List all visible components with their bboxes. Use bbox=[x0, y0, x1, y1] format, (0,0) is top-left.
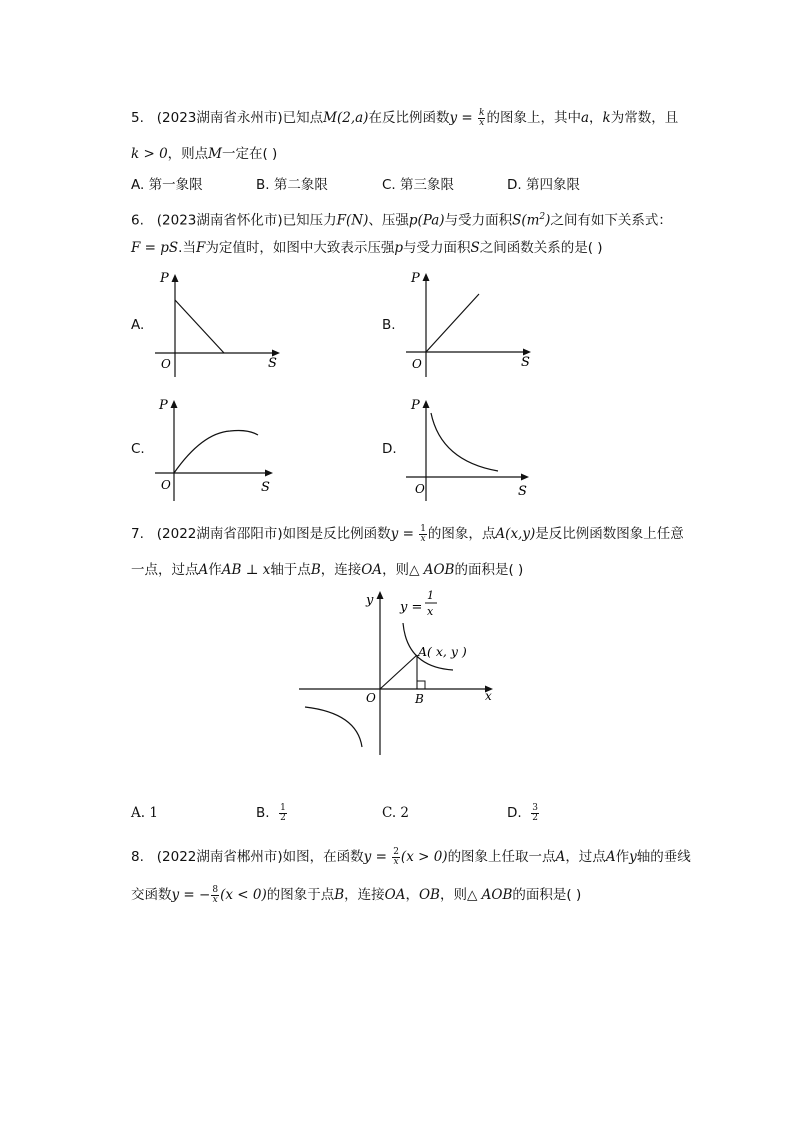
q7-source: (2022湖南省邵阳市) bbox=[156, 526, 283, 542]
graph-b-label: B. bbox=[382, 317, 396, 333]
graph-d-x-arrow bbox=[521, 474, 529, 481]
q7-func-label: y = bbox=[400, 600, 423, 615]
q8-source: (2022湖南省郴州市) bbox=[156, 849, 283, 865]
graph-d-origin: O bbox=[415, 482, 425, 496]
graph-d-label: D. bbox=[382, 441, 397, 457]
q7-figure bbox=[295, 585, 505, 760]
graph-b-p-label: P bbox=[411, 271, 420, 286]
q5-line2: k > 0，则点M一定在( ) bbox=[131, 146, 278, 162]
q5-number: 5. bbox=[131, 110, 144, 126]
graph-b-curve bbox=[426, 294, 479, 352]
q7-line1: 7. (2022湖南省邵阳市)如图是反比例函数y = $\frac{1}{x}$ 的图象，点A(x,y)是反比例函数图象上任意 bbox=[131, 523, 684, 544]
q7-option-a: A. 1 bbox=[131, 805, 158, 821]
graph-d-p-label: P bbox=[411, 398, 420, 413]
q7-func-den: x bbox=[427, 605, 434, 618]
graph-b-origin: O bbox=[412, 357, 422, 371]
q7-origin: O bbox=[366, 691, 376, 705]
q6-number: 6. bbox=[131, 212, 144, 229]
graph-d bbox=[401, 393, 536, 505]
q7-fraction: $\frac{1}{x}$ bbox=[420, 523, 426, 544]
q7-right-angle-mark bbox=[417, 681, 425, 689]
q7-number: 7. bbox=[131, 526, 144, 542]
q5-option-a: A. 第一象限 bbox=[131, 177, 203, 193]
graph-a-label: A. bbox=[131, 317, 145, 333]
graph-d-s-label: S bbox=[518, 484, 527, 499]
q8-line1: 8. (2022湖南省郴州市)如图，在函数y = $\frac{2}{x}$ (x > 0)的图象上任取一点A，过点A作y轴的垂线 bbox=[131, 846, 691, 867]
q7-option-c: C. 2 bbox=[382, 805, 410, 821]
graph-c-y-arrow bbox=[171, 400, 178, 408]
q5-option-c: C. 第三象限 bbox=[382, 177, 455, 193]
q6-line1: 6. (2023湖南省怀化市)已知压力F(N)、压强p(Pa)与受力面积$S(m^2)$之间有如下关系式： bbox=[131, 212, 672, 229]
q8-fraction-2: $\frac{8}{x}$ bbox=[212, 884, 219, 905]
q5-line1: 5. (2023湖南省永州市)已知点M(2,a)在反比例函数y = $\frac{k}{x}$ 的图象上，其中a，k为常数，且 bbox=[131, 107, 679, 128]
graph-c-origin: O bbox=[161, 478, 171, 492]
graph-b-s-label: S bbox=[521, 355, 530, 370]
q7-point-a: A( x, y ) bbox=[418, 644, 467, 659]
q8-line2: 交函数y = − $\frac{8}{x}$ (x < 0)的图象于点B，连接OA，OB，则△ AOB的面积是( ) bbox=[131, 884, 582, 905]
graph-a bbox=[150, 265, 285, 380]
graph-c-p-label: P bbox=[159, 398, 168, 413]
graph-d-curve bbox=[431, 413, 498, 471]
graph-c-s-label: S bbox=[261, 480, 270, 495]
q7-y-arrow bbox=[377, 591, 384, 599]
graph-a-s-label: S bbox=[268, 356, 277, 371]
graph-a-origin: O bbox=[161, 357, 171, 371]
q7-option-b: B. $\frac{1}{2}$ bbox=[256, 802, 286, 823]
q8-fraction-1: $\frac{2}{x}$ bbox=[393, 846, 399, 867]
q6-line2: F = pS.当F为定值时，如图中大致表示压强p与受力面积S之间函数关系的是( ) bbox=[131, 240, 603, 256]
graph-d-y-arrow bbox=[423, 400, 430, 408]
graph-c-label: C. bbox=[131, 441, 145, 457]
graph-b-y-arrow bbox=[423, 273, 430, 281]
graph-c-x-arrow bbox=[265, 470, 273, 477]
q8-number: 8. bbox=[131, 849, 144, 865]
q7-segment-oa bbox=[380, 655, 417, 689]
graph-b bbox=[401, 265, 536, 380]
q5-option-d: D. 第四象限 bbox=[507, 177, 580, 193]
graph-a-p-label: P bbox=[160, 271, 169, 286]
graph-c bbox=[150, 393, 285, 505]
q7-func-num: 1 bbox=[427, 589, 434, 602]
graph-a-y-arrow bbox=[172, 274, 179, 282]
q5-source: (2023湖南省永州市) bbox=[156, 110, 283, 126]
graph-a-curve bbox=[175, 300, 224, 353]
q7-curve-left bbox=[305, 707, 362, 747]
q7-x-label: x bbox=[485, 689, 492, 703]
q5-option-b: B. 第二象限 bbox=[256, 177, 328, 193]
q7-option-d: D. $\frac{3}{2}$ bbox=[507, 802, 539, 823]
q6-source: (2023湖南省怀化市) bbox=[156, 212, 283, 229]
q7-point-b: B bbox=[415, 692, 424, 706]
q7-line2: 一点，过点A作AB ⊥ x轴于点B，连接OA，则△ AOB的面积是( ) bbox=[131, 562, 524, 578]
q7-y-label: y bbox=[366, 593, 374, 608]
q5-fraction: $\frac{k}{x}$ bbox=[478, 107, 485, 128]
graph-c-curve bbox=[174, 431, 258, 474]
